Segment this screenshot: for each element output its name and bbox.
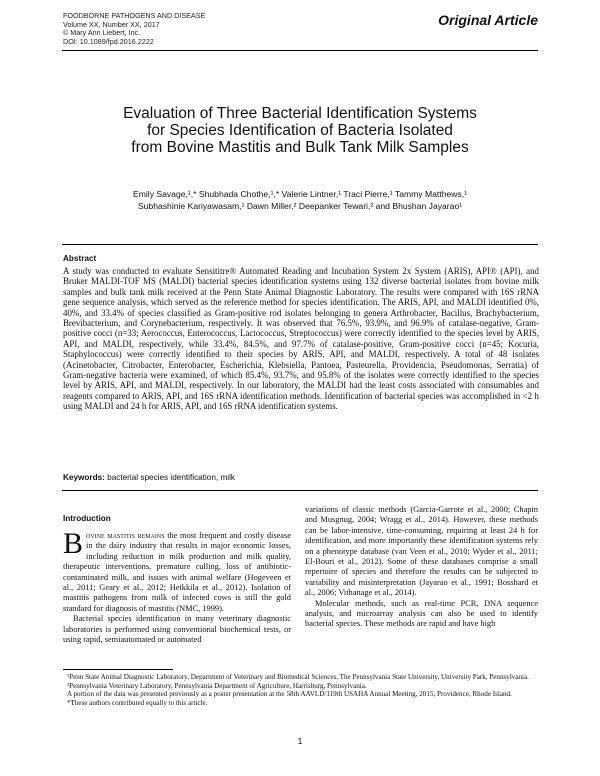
intro-paragraph-1	[63, 527, 291, 614]
journal-name: FOODBORNE PATHOGENS AND DISEASE	[63, 11, 206, 20]
author-list	[62, 188, 538, 212]
abstract-heading: Abstract	[63, 254, 97, 263]
paper-title	[62, 105, 538, 156]
introduction-heading: Introduction	[63, 514, 111, 523]
abstract-bottom-rule	[62, 490, 538, 491]
copyright: © Mary Ann Liebert, Inc.	[63, 28, 141, 38]
footnote-1: ¹Penn State Animal Diagnostic Laboratory, Department of Veterinary and Biomedical Sciences, The Pennsylvania State University, University Park, Pennsylvania.	[67, 673, 529, 681]
drop-cap: B	[63, 527, 84, 560]
intro-paragraph-2: Bacterial species identification in many veterinary diagnostic laboratories is performed using conventional biochemical tests, or using rapid, semiautomated or automated	[63, 614, 291, 645]
footnote-4: *These authors contributed equally to this article.	[67, 698, 208, 707]
keywords-label: Keywords:	[63, 473, 105, 482]
footnote-2: ²Pennsylvania Veterinary Laboratory, Pennsylvania Department of Agriculture, Harrisburg, Pennsylvania.	[67, 681, 367, 690]
footnote-3: A portion of the data was presented previously as a poster presentation at the 58th AAVLD/119th USAHA Annual Meeting, 2015, Providence, Rhode Island.	[67, 690, 512, 699]
intro-p1-text: the most frequent and costly disease in the dairy industry that results in major economic losses, including reduction in milk production and milk quality, therapeutic interventions, premature culling, loss of antibiotic-contaminated milk, and issues with animal welfare (Hogeveen et al., 2011; Geary et al., 2012; Heikkila et al., 2012). Isolation of mastitis pathogens from milk of infected cows is still the gold standard for diagnosis of mastitis (NMC, 1999).	[63, 531, 291, 613]
abstract-top-rule	[62, 244, 538, 245]
keywords-text: bacterial species identification, milk	[107, 473, 236, 482]
title-line-1: Evaluation of Three Bacterial Identification Systems	[123, 105, 477, 122]
abstract-text: A study was conducted to evaluate Sensititre® Automated Reading and Incubation System 2x System (ARIS), API® (API), and Bruker MALDI-TOF MS (MALDI) bacterial species identification systems using 132 diverse bacterial isolates from bovine milk samples and bulk tank milk received at the Penn State Animal Diagnostic Laboratory. The results were compared with 16S rRNA gene sequence analysis, which served as the reference method for species identification. The ARIS, API, and MALDI identified 0%, 40%, and 33.4% of species classified as Gram-positive rod isolates belonging to genera Arthrobacter, Bacillus, Brachybacterium, Brevibacterium, and Corynebacterium, respectively. It was observed that 76.5%, 93.9%, and 96.9% of catalase-negative, Gram-positive cocci (n=33; Aerococcus, Enterococcus, Lactococcus, Streptococcus) were correctly identified to the species level by ARIS, API, and MALDI, respectively, while 33.4%, 84.5%, and 97.7% of catalase-positive, Gram-positive cocci (n=45; Kocuria, Staphylococcus) were correctly identified to their species by ARIS, API, and MALDI, respectively. A total of 48 isolates (Acinetobacter, Citrobacter, Enterobacter, Escherichia, Klebsiella, Pantoea, Pasteurella, Providencia, Pseudomonas, Serratia) of Gram-negative bacteria were examined, of which 85.4%, 93.7%, and 95.8% of the isolates were correctly identified to the species level by ARIS, API, and MALDI, respectively. In our laboratory, the MALDI had the least costs associated with consumables and reagents compared to ARIS, API, and 16S rRNA identification methods. Identification of bacterial species was accomplished in <2 h using MALDI and 24 h for ARIS, API, and 16S rRNA identification systems.	[63, 266, 539, 412]
footnote-rule	[63, 669, 173, 670]
journal-header	[63, 12, 205, 46]
lead-in: ovine mastitis remains	[86, 531, 165, 540]
authors-line-2: Subhashinie Kariyawasam,¹ Dawn Miller,² Deepanker Tewari,² and Bhushan Jayarao¹	[137, 201, 463, 211]
column-left	[63, 527, 291, 645]
intro-paragraph-4: Molecular methods, such as real-time PCR, DNA sequence analysis, and microarray analysis can also be used to identify bacterial species. These methods are rapid and have high	[305, 598, 538, 629]
page-number: 1	[297, 736, 303, 746]
volume-info: Volume XX, Number XX, 2017	[63, 19, 160, 29]
doi[interactable]: DOI: 10.1089/fpd.2016.2222	[63, 36, 154, 46]
title-line-3: from Bovine Mastitis and Bulk Tank Milk Samples	[131, 139, 469, 156]
intro-paragraph-3: variations of classic methods (Garcia-Garrote et al., 2000; Chapin and Musgnug, 2004; Wragg et al., 2014). However, these methods can be labor-intensive, time-consuming, requiring at least 24 h for identification, and more importantly these identification systems rely on a phenotype database (van Veen et al., 2010; Wyder et al., 2011; El-Bouri et al., 2012). Some of these databases comprise a small repertoire of species and therefore the results can be subjected to variability and misinterpretation (Jayarao et al., 1991; Bosshard et al., 2006; Vithanage et al., 2014).	[305, 505, 538, 598]
authors-line-1: Emily Savage,¹,* Shubhada Chothe,¹,* Valerie Lintner,¹ Traci Pierre,¹ Tammy Matthews,¹	[132, 189, 468, 199]
column-right	[305, 505, 538, 630]
article-type: Original Article	[438, 12, 538, 28]
footnotes	[63, 673, 539, 707]
title-line-2: for Species Identification of Bacteria Isolated	[147, 122, 453, 139]
header-rule	[62, 50, 538, 51]
keywords	[63, 473, 235, 482]
